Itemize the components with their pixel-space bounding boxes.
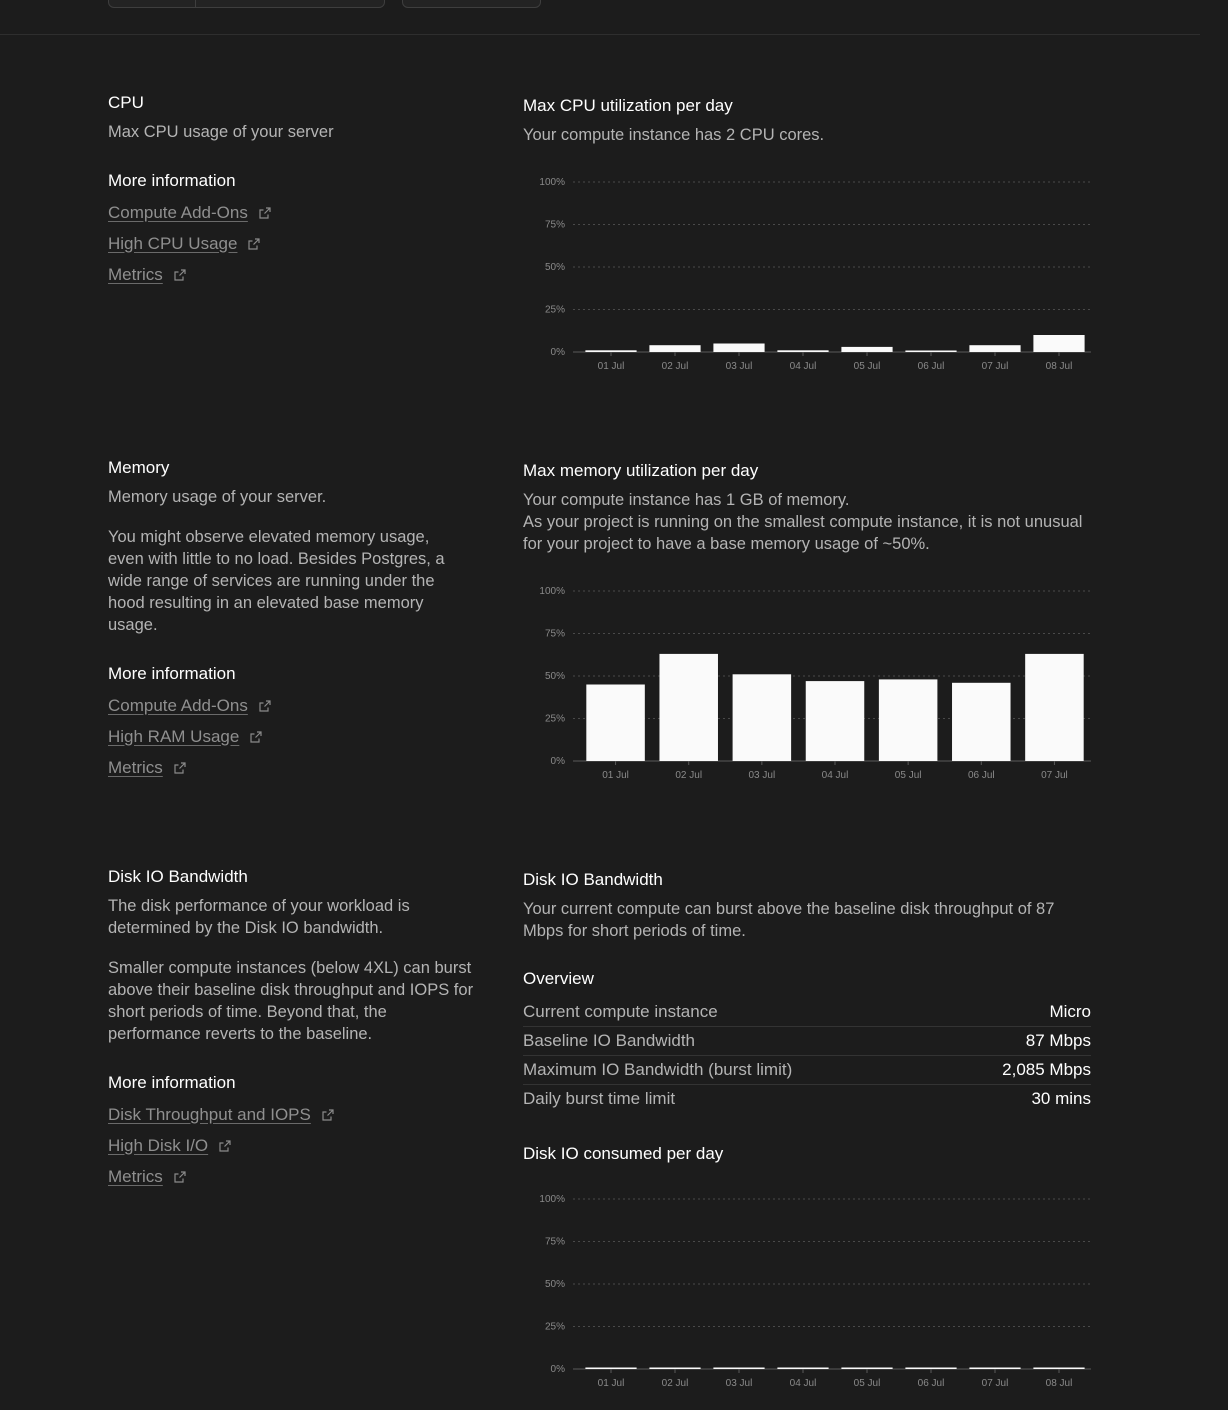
disk-more-info-title: More information [108,1073,236,1092]
external-link-icon [173,268,187,282]
overview-value: 2,085 Mbps [1002,1060,1091,1079]
link-label: Disk Throughput and IOPS [108,1104,311,1124]
x-tick-label: 02 Jul [675,770,703,779]
link-compute-addons[interactable] [108,197,480,228]
y-tick-label: 50% [544,262,565,273]
bar [586,685,645,762]
cpu-more-info-title: More information [108,171,236,190]
disk-description-extra: Smaller compute instances (below 4XL) can burst above their baseline disk throughput and IOPS for short periods of time. Beyond that, the performance reverts to the baseline. [108,959,474,1043]
x-tick-label: 03 Jul [725,1378,753,1387]
cpu-description: Max CPU usage of your server [108,123,334,141]
x-tick-label: 08 Jul [1045,361,1073,370]
disk-right-description: Your current compute can burst above the baseline disk throughput of 87 Mbps for short periods of time. [523,900,1055,940]
disk-title: Disk IO Bandwidth [108,867,248,886]
memory-description-extra: You might observe elevated memory usage, even with little to no load. Besides Postgres, a wide range of services are running under the hood resulting in an elevated base memory usage. [108,528,445,634]
x-tick-label: 06 Jul [967,770,995,779]
memory-chart [523,579,1093,784]
link-high-cpu-usage[interactable] [108,228,480,259]
bar [952,683,1011,761]
y-tick-label: 25% [544,304,565,316]
y-tick-label: 0% [550,347,565,358]
y-tick-label: 75% [544,219,565,231]
link-label: High CPU Usage [108,233,238,253]
x-tick-label: 06 Jul [917,361,945,370]
x-tick-label: 08 Jul [1045,1378,1073,1387]
link-metrics[interactable] [108,752,480,783]
link-label: Metrics [108,1166,163,1186]
link-label: Compute Add-Ons [108,202,248,222]
external-link-icon [218,1139,232,1153]
bar [969,1368,1020,1370]
memory-bar-chart [523,579,1093,779]
external-link-icon [258,699,272,713]
cpu-chart-description: Your compute instance has 2 CPU cores. [523,126,825,144]
memory-chart-description-extra: As your project is running on the smallest compute instance, it is not unusual for your project to have a base memory usage of ~50%. [523,513,1083,553]
external-link-icon [247,237,261,251]
bar [841,1368,892,1370]
x-tick-label: 02 Jul [661,1378,689,1387]
top-toolbar [0,0,1200,35]
cpu-chart [523,170,1093,375]
memory-chart-title: Max memory utilization per day [523,461,759,480]
overview-label: Daily burst time limit [523,1089,676,1108]
y-tick-label: 100% [539,586,565,597]
x-tick-label: 04 Jul [789,361,817,370]
link-label: High RAM Usage [108,726,240,746]
overview-row [523,1056,1091,1085]
y-tick-label: 50% [544,671,565,682]
link-metrics[interactable] [108,1161,480,1192]
x-tick-label: 06 Jul [917,1378,945,1387]
memory-title: Memory [108,458,170,477]
x-tick-label: 05 Jul [853,361,881,370]
cpu-title: CPU [108,93,144,112]
bar [905,1368,956,1370]
link-label: Metrics [108,264,163,284]
bar [713,1368,764,1370]
bar [777,350,828,352]
bar [585,350,636,352]
bar [585,1368,636,1370]
y-tick-label: 0% [550,756,565,767]
disk-chart-title: Disk IO consumed per day [523,1144,724,1163]
overview-row [523,1085,1091,1113]
bar [649,345,700,352]
x-tick-label: 01 Jul [602,770,629,779]
overview-row [523,998,1091,1027]
x-tick-label: 03 Jul [725,361,753,370]
y-tick-label: 100% [539,177,565,188]
bar [1033,335,1084,352]
overview-label: Current compute instance [523,1002,718,1021]
memory-chart-description: Your compute instance has 1 GB of memory. [523,491,850,509]
link-label: High Disk I/O [108,1135,209,1155]
x-tick-label: 04 Jul [789,1378,817,1387]
cpu-bar-chart [523,170,1093,370]
bar [969,345,1020,352]
memory-more-info-title: More information [108,664,236,683]
overview-label: Maximum IO Bandwidth (burst limit) [523,1060,793,1079]
x-tick-label: 07 Jul [981,1378,1009,1387]
x-tick-label: 02 Jul [661,361,689,370]
y-tick-label: 25% [544,1321,565,1333]
bar [841,347,892,352]
disk-bar-chart [523,1187,1093,1387]
bar [905,351,956,353]
overview-label: Baseline IO Bandwidth [523,1031,695,1050]
overview-value: Micro [1049,1002,1091,1021]
date-range-selector[interactable] [108,0,385,8]
x-tick-label: 05 Jul [853,1378,881,1387]
memory-description: Memory usage of your server. [108,488,327,506]
bar [879,679,938,761]
bar [1025,654,1084,761]
link-high-ram-usage[interactable] [108,721,480,752]
y-tick-label: 100% [539,1194,565,1205]
period-selector[interactable] [402,0,541,8]
disk-description: The disk performance of your workload is determined by the Disk IO bandwidth. [108,897,410,937]
bar [649,1368,700,1370]
disk-chart [523,1187,1093,1392]
y-tick-label: 75% [544,1236,565,1248]
link-metrics[interactable] [108,259,480,290]
external-link-icon [173,761,187,775]
x-tick-label: 04 Jul [821,770,849,779]
bar [659,654,718,761]
y-tick-label: 75% [544,628,565,640]
external-link-icon [321,1108,335,1122]
external-link-icon [173,1170,187,1184]
y-tick-label: 50% [544,1279,565,1290]
overview-row [523,1027,1091,1056]
external-link-icon [249,730,263,744]
x-tick-label: 05 Jul [894,770,922,779]
bar [1033,1368,1084,1370]
external-link-icon [258,206,272,220]
overview-title: Overview [523,969,594,988]
link-compute-addons[interactable] [108,690,480,721]
disk-right-title: Disk IO Bandwidth [523,870,663,889]
x-tick-label: 07 Jul [981,361,1009,370]
date-range-divider [195,0,196,7]
x-tick-label: 01 Jul [597,361,625,370]
cpu-chart-title: Max CPU utilization per day [523,96,733,115]
y-tick-label: 0% [550,1364,565,1375]
link-disk-throughput-iops[interactable] [108,1099,480,1130]
x-tick-label: 01 Jul [597,1378,625,1387]
bar [713,344,764,353]
link-high-disk-io[interactable] [108,1130,480,1161]
link-label: Metrics [108,757,163,777]
overview-value: 30 mins [1031,1089,1091,1108]
x-tick-label: 07 Jul [1041,770,1068,779]
bar [733,674,792,761]
link-label: Compute Add-Ons [108,695,248,715]
bar [777,1368,828,1370]
x-tick-label: 03 Jul [748,770,776,779]
overview-table [523,998,1091,1113]
overview-value: 87 Mbps [1025,1031,1091,1050]
bar [806,681,865,761]
y-tick-label: 25% [544,713,565,725]
